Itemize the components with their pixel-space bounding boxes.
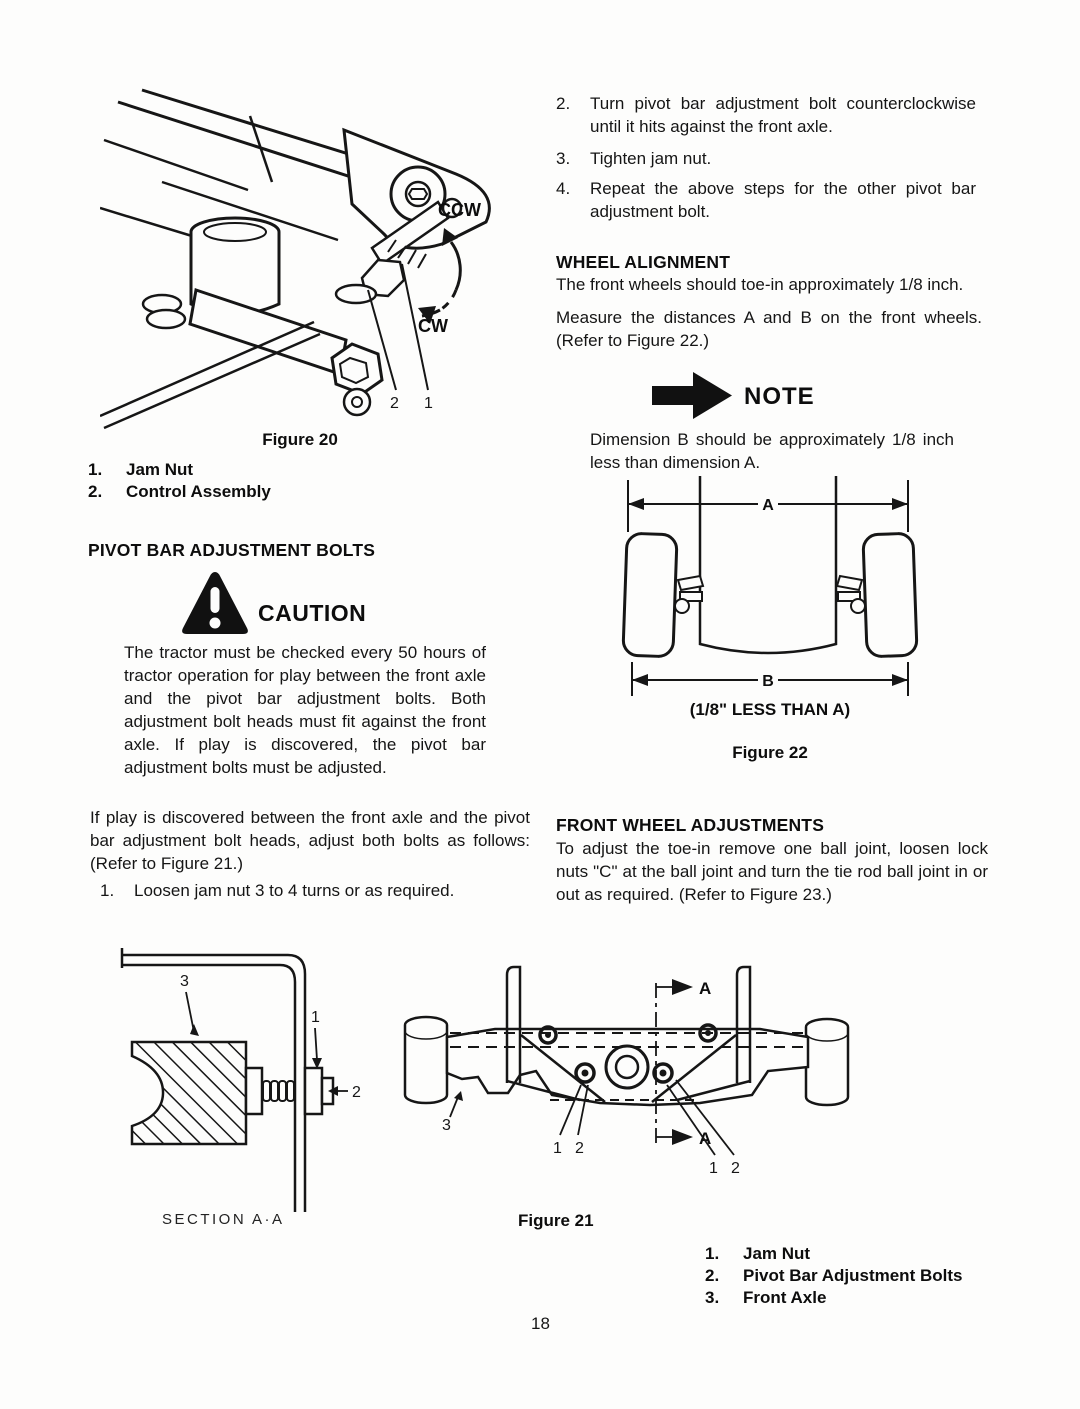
legend-num: 3. [705,1288,720,1307]
fig21-section-a-bottom: A [699,1129,712,1148]
step-number: 3. [556,149,571,168]
figure-21-legend [705,1243,1025,1309]
figure-22-illustration [600,472,940,700]
step-3 [556,147,976,170]
legend-label: Jam Nut [743,1244,811,1263]
figure-22-subcaption: (1/8" LESS THAN A) [689,700,851,719]
legend-num: 2. [705,1266,720,1285]
sectionaa-callout-3: 3 [180,973,189,990]
figure-20-caption: Figure 20 [262,430,338,449]
pivot-step-1 [100,879,540,902]
legend-item [705,1265,1025,1287]
note-arrow-icon [652,372,734,420]
fig21-section-a-top: A [699,979,712,998]
sectionaa-callout-1: 1 [311,1009,320,1026]
legend-label: Jam Nut [126,460,194,479]
step-2 [556,92,976,138]
fig21-callout-1-right: 1 [709,1160,718,1177]
figure-22-caption: Figure 22 [732,743,808,762]
wheel-alignment-para1: The front wheels should toe-in approximately 1/8 inch. [556,275,964,294]
note-text: Dimension B should be approximately 1/8 inch less than dimension A. [590,430,954,472]
step-text: Loosen jam nut 3 to 4 turns or as required. [134,881,455,900]
step-text: Repeat the above steps for the other pivot bar adjustment bolt. [590,179,976,221]
legend-label: Pivot Bar Adjustment Bolts [743,1266,963,1285]
figure-21-illustration [400,945,1045,1193]
fig22-dim-b-label: B [762,673,774,690]
legend-num: 1. [705,1244,720,1263]
front-wheel-heading: FRONT WHEEL ADJUSTMENTS [556,815,825,835]
legend-item [705,1287,1025,1309]
pivot-bar-heading: PIVOT BAR ADJUSTMENT BOLTS [88,540,376,560]
step-number: 4. [556,179,571,198]
front-wheel-paragraph: To adjust the toe-in remove one ball joint, loosen lock nuts "C" at the ball joint and turn the tie rod ball joint in or out as required. (Refer to Figure 23.) [556,839,988,904]
section-aa-caption: SECTION A·A [162,1211,285,1228]
caution-paragraph: The tractor must be checked every 50 hours of tractor operation for play between the front axle and the pivot bar adjustment bolts. Both adjustment bolt heads must fit against the front axle. If play is discovered, the pivot bar adjustment bolts must be adjusted. [124,643,486,777]
fig21-callout-1-left: 1 [553,1140,562,1157]
legend-num: 1. [88,460,103,479]
legend-label: Front Axle [743,1288,827,1307]
fig20-callout-1: 1 [424,395,433,412]
step-text: Tighten jam nut. [590,149,712,168]
caution-triangle-icon [180,570,250,638]
wheel-alignment-para2: Measure the distances A and B on the front wheels. (Refer to Figure 22.) [556,308,982,350]
step-number: 2. [556,94,571,113]
sectionaa-callout-2: 2 [352,1084,361,1101]
fig21-callout-2-left: 2 [575,1140,584,1157]
section-aa-illustration [108,942,383,1237]
fig21-callout-3: 3 [442,1117,451,1134]
step-text: Turn pivot bar adjustment bolt counterclockwise until it hits against the front axle. [590,94,976,136]
legend-item [88,481,388,503]
legend-item [705,1243,1025,1265]
pivot-paragraph: If play is discovered between the front axle and the pivot bar adjustment bolt heads, adjust both bolts as follows: (Refer to Figure 21.) [90,808,530,873]
figure-20-legend [88,459,388,503]
step-number: 1. [100,881,115,900]
caution-label: CAUTION [258,600,367,626]
step-4 [556,177,976,223]
fig22-dim-a-label: A [762,497,774,514]
legend-num: 2. [88,482,103,501]
note-label: NOTE [744,383,815,410]
figure-21-caption: Figure 21 [518,1211,594,1230]
fig20-ccw-label: CCW [438,200,481,220]
page-number: 18 [531,1314,550,1333]
legend-item [88,459,388,481]
wheel-alignment-heading: WHEEL ALIGNMENT [556,252,731,272]
fig21-callout-2-right: 2 [731,1160,740,1177]
legend-label: Control Assembly [126,482,271,501]
fig20-callout-2: 2 [390,395,399,412]
figure-20-illustration [100,82,515,432]
fig20-cw-label: CW [418,316,448,336]
